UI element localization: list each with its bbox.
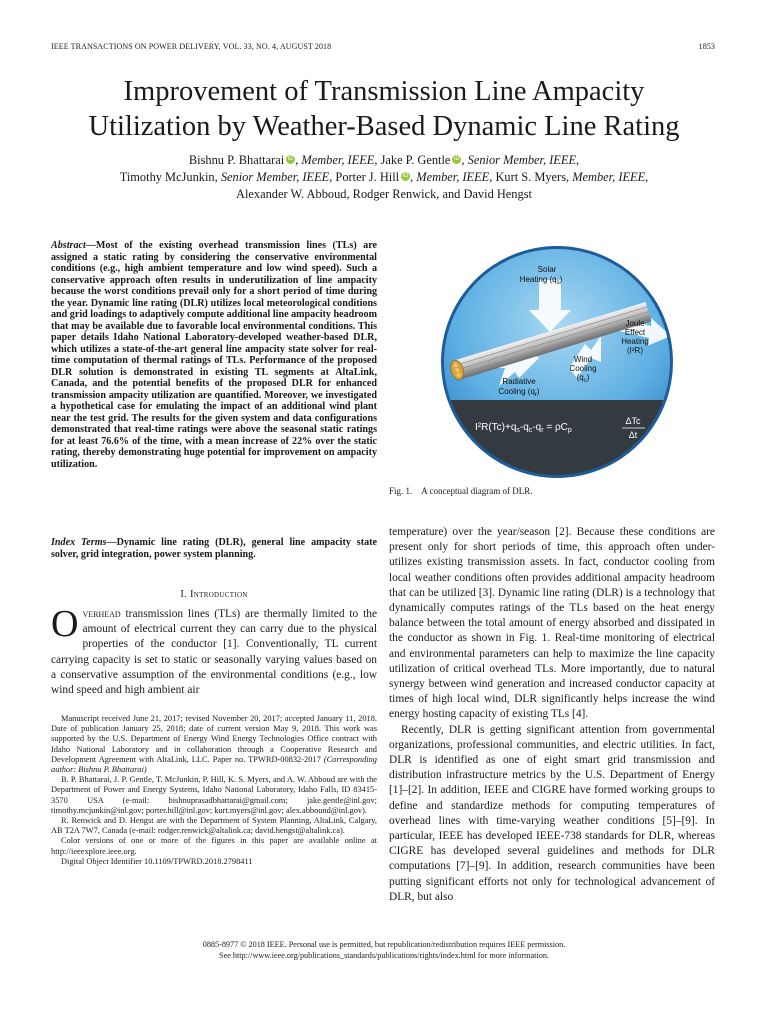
intro-paragraph: [51, 603, 377, 698]
joule-label-4: (I²R): [627, 346, 643, 355]
figure-number: Fig. 1.: [389, 486, 413, 496]
author-name: Bishnu P. Bhattarai: [188, 153, 285, 167]
abstract-text: —Most of the existing overhead transmission lines (TLs) are assigned a static rating by considering the conservative environmental conditions (e.g., high ambient temperature and low wind speed). Such a conservative approach often results in underutilization of line ampacity because the worst conditions prevail only for a short period of time during the year. Dynamic line rating (DLR) utilizes local meteorological conditions and grid loadings to adaptively compute additional line ampacity headroom that may be available due to favorable local environmental conditions. This paper details Idaho National Laboratory-developed weather-based DLR, which utilizes a state-of-the-art general line ampacity state solver for real-time computation of thermal ratings of TLs. Performance of the proposed DLR solution is demonstrated in existing TL segments at AltaLink, Canada, and the potential benefits of the proposed DLR for enhanced transmission ampacity utilization are quantified. Moreover, we investigated a hypothetical case for emulating the impact of an additional wind plant near the test grid. The results for the given system and data configurations demonstrated that real-time ratings were above the seasonal static ratings for at least 76.6% of the time, with a mean increase of 22% over the static rating, thereby demonstrating huge potential for improvement on ampacity utilization.: [51, 240, 377, 470]
author-name: Jake P. Gentle: [380, 153, 451, 167]
section-heading: [51, 589, 377, 600]
wind-label-2: Cooling: [569, 364, 597, 373]
index-terms-text: —Dynamic line rating (DLR), general line ampacity state solver, grid integration, power system planning.: [51, 537, 377, 560]
permissions-link[interactable]: See http://www.ieee.org/publications_standards/publications/rights/index.html for more information.: [219, 951, 549, 960]
equation-band: [429, 400, 689, 480]
solar-label: Solar: [537, 265, 557, 274]
right-column-text: [389, 525, 715, 905]
figure-caption-text: A conceptual diagram of DLR.: [421, 486, 533, 496]
abstract-label: Abstract: [51, 240, 86, 251]
dlr-diagram: [389, 240, 715, 480]
equation-fraction-top: ΔTc: [625, 416, 641, 426]
section-title: Introduction: [190, 589, 248, 600]
equation-fraction-bottom: Δt: [628, 430, 638, 440]
footnotes: [51, 714, 377, 867]
joule-label: Joule: [625, 319, 645, 328]
footnote-manuscript: Manuscript received June 21, 2017; revised November 20, 2017; accepted January 11, 2018. Date of publication January 25, 2018; date of current version May 9, 2018. This work was supported by the U.S. Department of Energy Wind Energy Technologies Office contract with Idaho National Laboratory and in collaboration through a Cooperative Research and Development Agreement with AltaLink, LLC. Paper no. TPWRD-00832-2017 (Corresponding author: Bishnu P. Bhattarai): [51, 714, 377, 775]
wind-label-3: $(q_c)$: [576, 373, 590, 384]
author-list: Bishnu P. Bhattarai iD , Member, IEEE, Jake P. Gentle iD , Senior Member, IEEE, Timothy McJunkin, Senior Member, IEEE, Porter J. Hill iD , Member, IEEE, Kurt S. Myers, Member, IEEE, Alexander W. Abboud, Rodger Renwick, and David Hengst: [119, 153, 649, 201]
lead-word: verhead: [82, 608, 121, 620]
author-role: Senior Member, IEEE: [467, 153, 577, 167]
joule-label-2: Effect: [624, 328, 646, 337]
heat-balance-equation: $I^2R(Tc)+q_s-q_c-q_r = \rho C_p$: [475, 422, 572, 434]
title-line-1: Improvement of Transmission Line Ampacity: [123, 76, 645, 107]
solar-label-2: Heating $(q_s)$: [519, 275, 563, 286]
page-number: 1853: [698, 42, 715, 51]
paragraph: Recently, DLR is getting significant attention from governmental organizations, professional communities, and electric utilities. In fact, DLR is identified as one of eight smart grid transmission and distribution infrastructure metrics by the U.S. Department of Energy [1]–[2]. In addition, IEEE and CIGRE have formed working groups to define and standardize methods for computing temperatures of overhead lines with time-varying weather conditions [5]–[9]. In particular, IEEE has developed IEEE-738 standards for DLR, whereas CIGRE has developed several guidelines and methods for DLR computations [7]–[9]. In addition, research communities have been putting significant efforts not only for technological advancement of DLR, but also: [389, 723, 715, 903]
copyright-footer: [30, 939, 738, 961]
footnote-affiliation-inl: B. P. Bhattarai, J. P. Gentle, T. McJunkin, P. Hill, K. S. Myers, and A. W. Abboud are with the Department of Power and Energy Systems, Idaho National Laboratory, Idaho Falls, ID 83415-3570 USA (e-mail: bishnuprasadbhattarai@gmail.com; jake.gentle@inl.gov; timothy.mcjunkin@inl.gov; porter.hill@inl.gov; kurt.myers@inl.gov; alex.abbound@inl.gov).: [51, 775, 377, 815]
drop-cap: O: [51, 603, 79, 645]
index-terms-label: Index Terms: [51, 537, 107, 548]
footnote-color-versions: Color versions of one or more of the figures in this paper are available online at http://ieeexplore.ieee.org.: [51, 836, 377, 856]
author-name: Kurt S. Myers: [495, 170, 567, 184]
section-numeral: I.: [180, 589, 188, 600]
paper-title: [30, 74, 738, 144]
footnote-doi: Digital Object Identifier 10.1109/TPWRD.2018.2798411: [61, 856, 253, 866]
intro-text: transmission lines (TLs) are thermally limited to the amount of electrical current they can carry due to the physical properties of the conductor [1]. Conventionally, TL current carrying capacity is set to static or seasonally varying values based on a conservative assumption of the environmental conditions (e.g., low wind speed and high ambient air: [51, 608, 377, 697]
orcid-icon[interactable]: iD: [287, 156, 294, 162]
copyright-line: 0885-8977 © 2018 IEEE. Personal use is permitted, but republication/redistribution requires IEEE permission.: [202, 940, 566, 949]
footnote-affiliation-altalink: R. Renwick and D. Hengst are with the Department of System Planning, AltaLink, Calgary, AB T2A 7W7, Canada (e-mail: rodger.renwick@altalink.ca; david.hengst@altalink.ca).: [51, 816, 377, 836]
radiative-label: Radiative: [502, 377, 536, 386]
author-name: Porter J. Hill: [335, 170, 400, 184]
author-role: Member, IEEE: [572, 170, 646, 184]
orcid-icon[interactable]: iD: [454, 156, 460, 162]
author-role: Member, IEEE: [416, 170, 490, 184]
abstract: [51, 240, 377, 470]
author-name: Timothy McJunkin: [119, 170, 215, 184]
index-terms: [51, 537, 377, 560]
figure-caption: [389, 486, 532, 496]
radiative-label-2: Cooling $(q_r)$: [498, 387, 540, 398]
author-line-3: Alexander W. Abboud, Rodger Renwick, and David Hengst: [236, 187, 532, 201]
running-header: IEEE TRANSACTIONS ON POWER DELIVERY, VOL. 33, NO. 4, AUGUST 2018: [51, 42, 332, 51]
author-role: Member, IEEE: [301, 153, 375, 167]
title-line-2: Utilization by Weather-Based Dynamic Line Rating: [88, 111, 680, 142]
wind-label: Wind: [573, 355, 593, 364]
paragraph: temperature) over the year/season [2]. Because these conditions are present only for short periods of time, this approach often under-utilizes existing transmission assets. In fact, conductor cooling from local weather conditions often provides additional ampacity headroom that can be utilized [3]. Dynamic line rating (DLR) is a technology that dynamically computes ratings of the TLs based on the heat energy balance between the total amount of energy absorbed and dissipated in the conductor as shown in Fig. 1. Real-time monitoring of electrical and environmental parameters can help to maximize the line capacity utilization of critical overhead TLs. More importantly, due to natural synergy between wind generation and increased conductor capacity at times of high local wind, DLR significantly helps increase the wind energy hosting capacity of existing TLs [4].: [389, 526, 715, 721]
joule-label-3: Heating: [621, 337, 649, 346]
orcid-icon[interactable]: iD: [402, 173, 409, 179]
author-role: Senior Member, IEEE: [220, 170, 330, 184]
